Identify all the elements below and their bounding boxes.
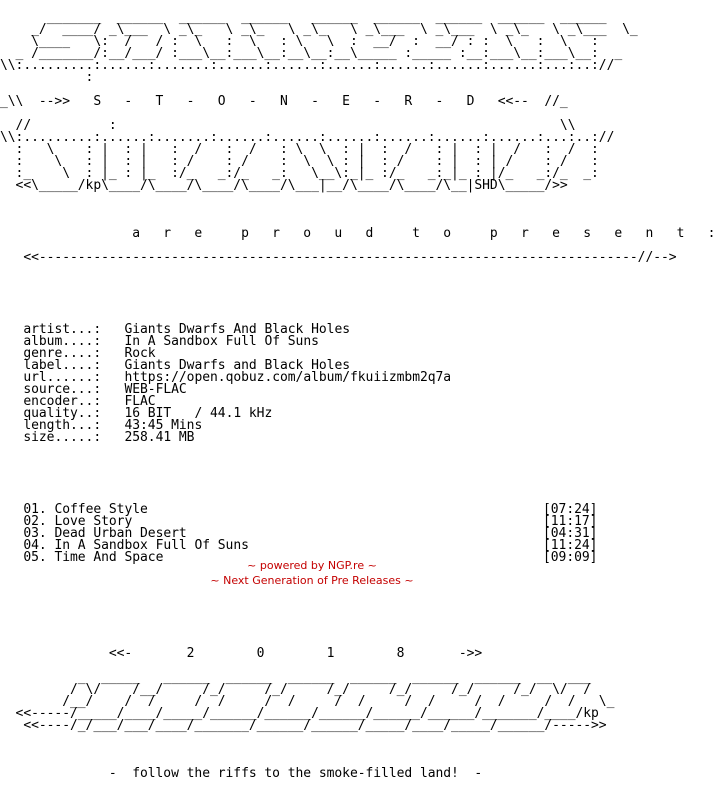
blank-line [0, 600, 715, 612]
track-number: 03. [23, 526, 47, 541]
info-key: album....: [23, 334, 102, 349]
info-value: 43:45 Mins [124, 418, 203, 433]
info-key: artist...: [23, 322, 102, 337]
blank-line [0, 300, 715, 312]
tagline: - follow the riffs to the smoke-filled land! - [0, 766, 483, 781]
track-number: 05. [23, 550, 47, 565]
powered-by-text: ~ powered by NGP.re ~ [247, 559, 377, 572]
track-number: 01. [23, 502, 47, 517]
track-title: In A Sandbox Full Of Suns [54, 538, 249, 553]
info-row [0, 432, 715, 444]
year-line: <<- 2 0 1 8 ->> [0, 646, 483, 661]
track-duration: [11:17] [543, 514, 598, 529]
info-value: Giants Dwarfs and Black Holes [124, 358, 350, 373]
track-duration: [09:09] [543, 550, 598, 565]
info-key: quality..: [23, 406, 102, 421]
blank-line [0, 744, 715, 756]
info-value: https://open.qobuz.com/album/fkuiizmbm2q7a [124, 370, 452, 385]
divider-rule: <<-----------------------------------------------------------------------------//--> [0, 250, 677, 265]
blank-line [0, 456, 715, 468]
info-value: FLAC [124, 394, 156, 409]
header-ascii-art: _______ ______ ______ ______ ______ ______ ______ ______ ______ _/ ____/ _\___ \ _\_ \ _\_ \ _\_ \ _\___ \ _\___ \ _\_ \ _\___ \_ \____ \: / / : \ : \ : \ \ : __/ : __/ : : \ : \ : _ /_______/:__/___/ :___\__:___\__:__\__:__\_____ :_____ :__:___\__:___\__: _ \\:.........:......:.......:......:......:......:......:......:......:...:..:// : [0, 10, 638, 85]
info-value: WEB-FLAC [124, 382, 187, 397]
present-line: a r e p r o u d t o p r e s e n t : [0, 226, 715, 241]
info-value: Rock [124, 346, 156, 361]
release-info-list [0, 324, 715, 444]
blank-line [0, 276, 715, 288]
info-value: 258.41 MB [124, 430, 195, 445]
info-key: genre....: [23, 346, 102, 361]
ngp-tagline-text: ~ Next Generation of Pre Releases ~ [210, 574, 414, 587]
track-number: 04. [23, 538, 47, 553]
track-number: 02. [23, 514, 47, 529]
title-line: _\\ -->> S - T - O - N - E - R - D <<-- //_ [0, 94, 568, 109]
track-title: Dead Urban Desert [54, 526, 187, 541]
info-value: Giants Dwarfs And Black Holes [124, 322, 350, 337]
banner-ascii-art: // : \\ \\:.........:......:.......:......:......:......:......:......:......:...:..:// : \ : | : | : / : / : \ \ : | : / : | : | / : / : : \ : | : | : / : / : \ \ : | : / : | : | / : / : :_ \ : |_ : |_ :/_ _:/_ _: \__\:_|_ :/_ _:_|_ : |/_ _:/_ _: <<\_____/kp\____/\____/\____/\____/\___|__/\____/\____/\__|SHD\_____/>> [0, 118, 615, 193]
info-key: source...: [23, 382, 102, 397]
info-key: label....: [23, 358, 102, 373]
info-key: size.....: [23, 430, 102, 445]
blank-line [0, 204, 715, 216]
track-title: Time And Space [54, 550, 164, 565]
info-key: encoder..: [23, 394, 102, 409]
info-key: length...: [23, 418, 102, 433]
blank-line [0, 480, 715, 492]
track-duration: [07:24] [543, 502, 598, 517]
footer-ascii-art: _ _____ ______ ______ ______ ______ ______ ______ __ ___ / \/ /__/ /_/ /_/ /_/ /_/ /_/ /_/ \/ / /__/ / / / / / / / / / / / / / / \_ <<-----/_____/____/_____/______/______/______/______/______/_______/____/kp <<----/_/___/___/____/_______/______/______/_____/____/_____/______/----->> [15, 670, 615, 733]
info-key: url......: [23, 370, 102, 385]
track-duration: [04:31] [543, 526, 598, 541]
track-title: Love Story [54, 514, 133, 529]
info-value: In A Sandbox Full Of Suns [124, 334, 319, 349]
track-duration: [11:24] [543, 538, 598, 553]
blank-line [0, 624, 715, 636]
track-title: Coffee Style [54, 502, 148, 517]
info-value: 16 BIT / 44.1 kHz [124, 406, 273, 421]
tracklist [0, 504, 715, 564]
